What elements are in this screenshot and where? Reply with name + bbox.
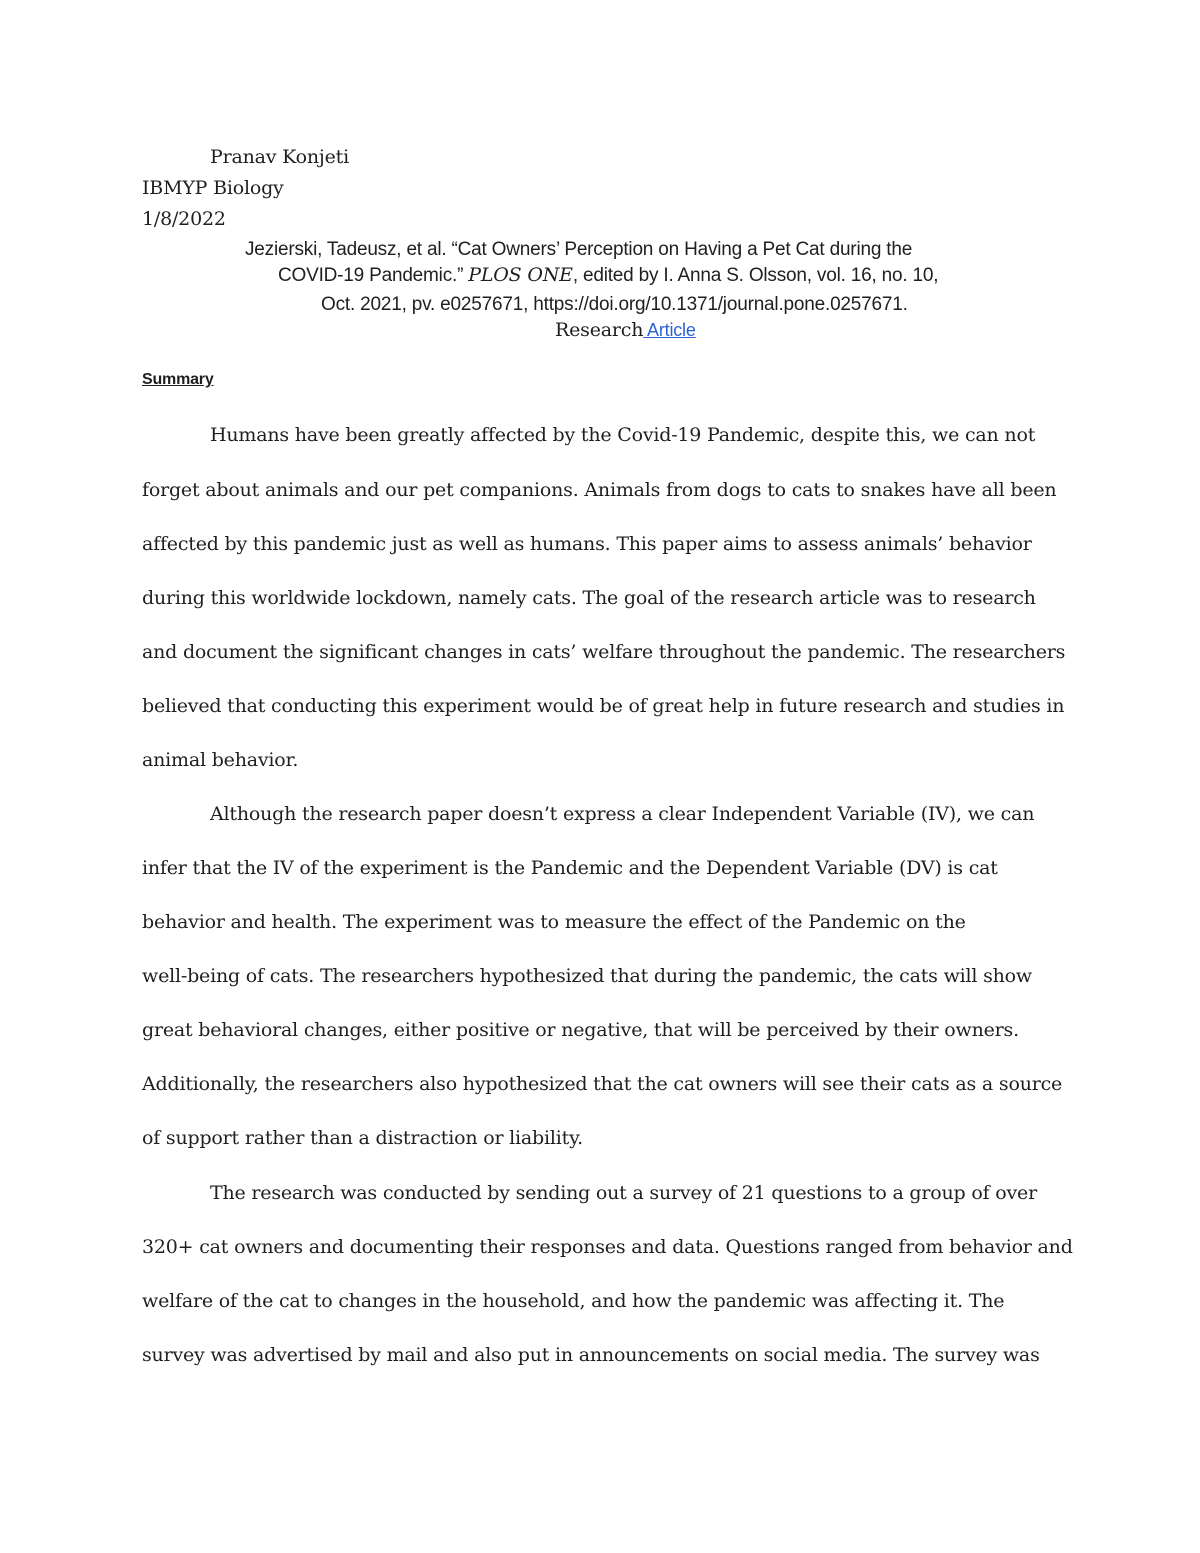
paragraph-line: Humans have been greatly affected by the Covid-19 Pandemic, despite this, we can not bbox=[210, 424, 1036, 446]
author-name: Pranav Konjeti bbox=[210, 146, 349, 168]
citation-title-end: COVID-19 Pandemic.” bbox=[278, 265, 469, 286]
paragraph-line: welfare of the cat to changes in the household, and how the pandemic was affecting it. The bbox=[142, 1290, 1005, 1312]
citation-line-3: Oct. 2021, pv. e0257671, https://doi.org/10.1371/journal.pone.0257671. bbox=[321, 294, 908, 315]
citation-line-1: Jezierski, Tadeusz, et al. “Cat Owners’ Perception on Having a Pet Cat during the bbox=[245, 239, 913, 260]
paragraph-line: Although the research paper doesn’t express a clear Independent Variable (IV), we can bbox=[210, 803, 1035, 825]
paragraph-line: behavior and health. The experiment was to measure the effect of the Pandemic on the bbox=[142, 911, 966, 933]
citation-line-2 bbox=[278, 264, 938, 287]
paragraph-line: affected by this pandemic just as well as humans. This paper aims to assess animals’ behavior bbox=[142, 533, 1032, 555]
paragraph-line: forget about animals and our pet companions. Animals from dogs to cats to snakes have all been bbox=[142, 479, 1057, 501]
paragraph-line: and document the significant changes in cats’ welfare throughout the pandemic. The researchers bbox=[142, 641, 1066, 663]
citation-editor: , edited by I. Anna S. Olsson, vol. 16, no. 10, bbox=[572, 265, 939, 286]
paragraph-line: well-being of cats. The researchers hypothesized that during the pandemic, the cats will show bbox=[142, 965, 1032, 987]
paragraph-line: 320+ cat owners and documenting their responses and data. Questions ranged from behavior and bbox=[142, 1236, 1073, 1258]
paragraph-line: believed that conducting this experiment would be of great help in future research and studies in bbox=[142, 695, 1065, 717]
paragraph-line: great behavioral changes, either positive or negative, that will be perceived by their owners. bbox=[142, 1019, 1019, 1041]
paragraph-line: Additionally, the researchers also hypothesized that the cat owners will see their cats as a source bbox=[142, 1073, 1063, 1095]
paragraph-line: The research was conducted by sending out a survey of 21 questions to a group of over bbox=[210, 1182, 1037, 1204]
journal-name: PLOS ONE bbox=[468, 264, 573, 286]
research-article-line bbox=[555, 319, 696, 341]
paragraph-line: infer that the IV of the experiment is the Pandemic and the Dependent Variable (DV) is cat bbox=[142, 857, 998, 879]
course-name: IBMYP Biology bbox=[142, 177, 284, 199]
summary-heading: Summary bbox=[142, 371, 214, 388]
paragraph-line: survey was advertised by mail and also put in announcements on social media. The survey was bbox=[142, 1344, 1040, 1366]
research-label: Research bbox=[555, 319, 644, 341]
paragraph-line: during this worldwide lockdown, namely cats. The goal of the research article was to research bbox=[142, 587, 1036, 609]
document-date: 1/8/2022 bbox=[142, 208, 226, 230]
article-link[interactable]: Article bbox=[643, 320, 696, 340]
paragraph-line: animal behavior. bbox=[142, 749, 299, 771]
paragraph-line: of support rather than a distraction or liability. bbox=[142, 1127, 583, 1149]
